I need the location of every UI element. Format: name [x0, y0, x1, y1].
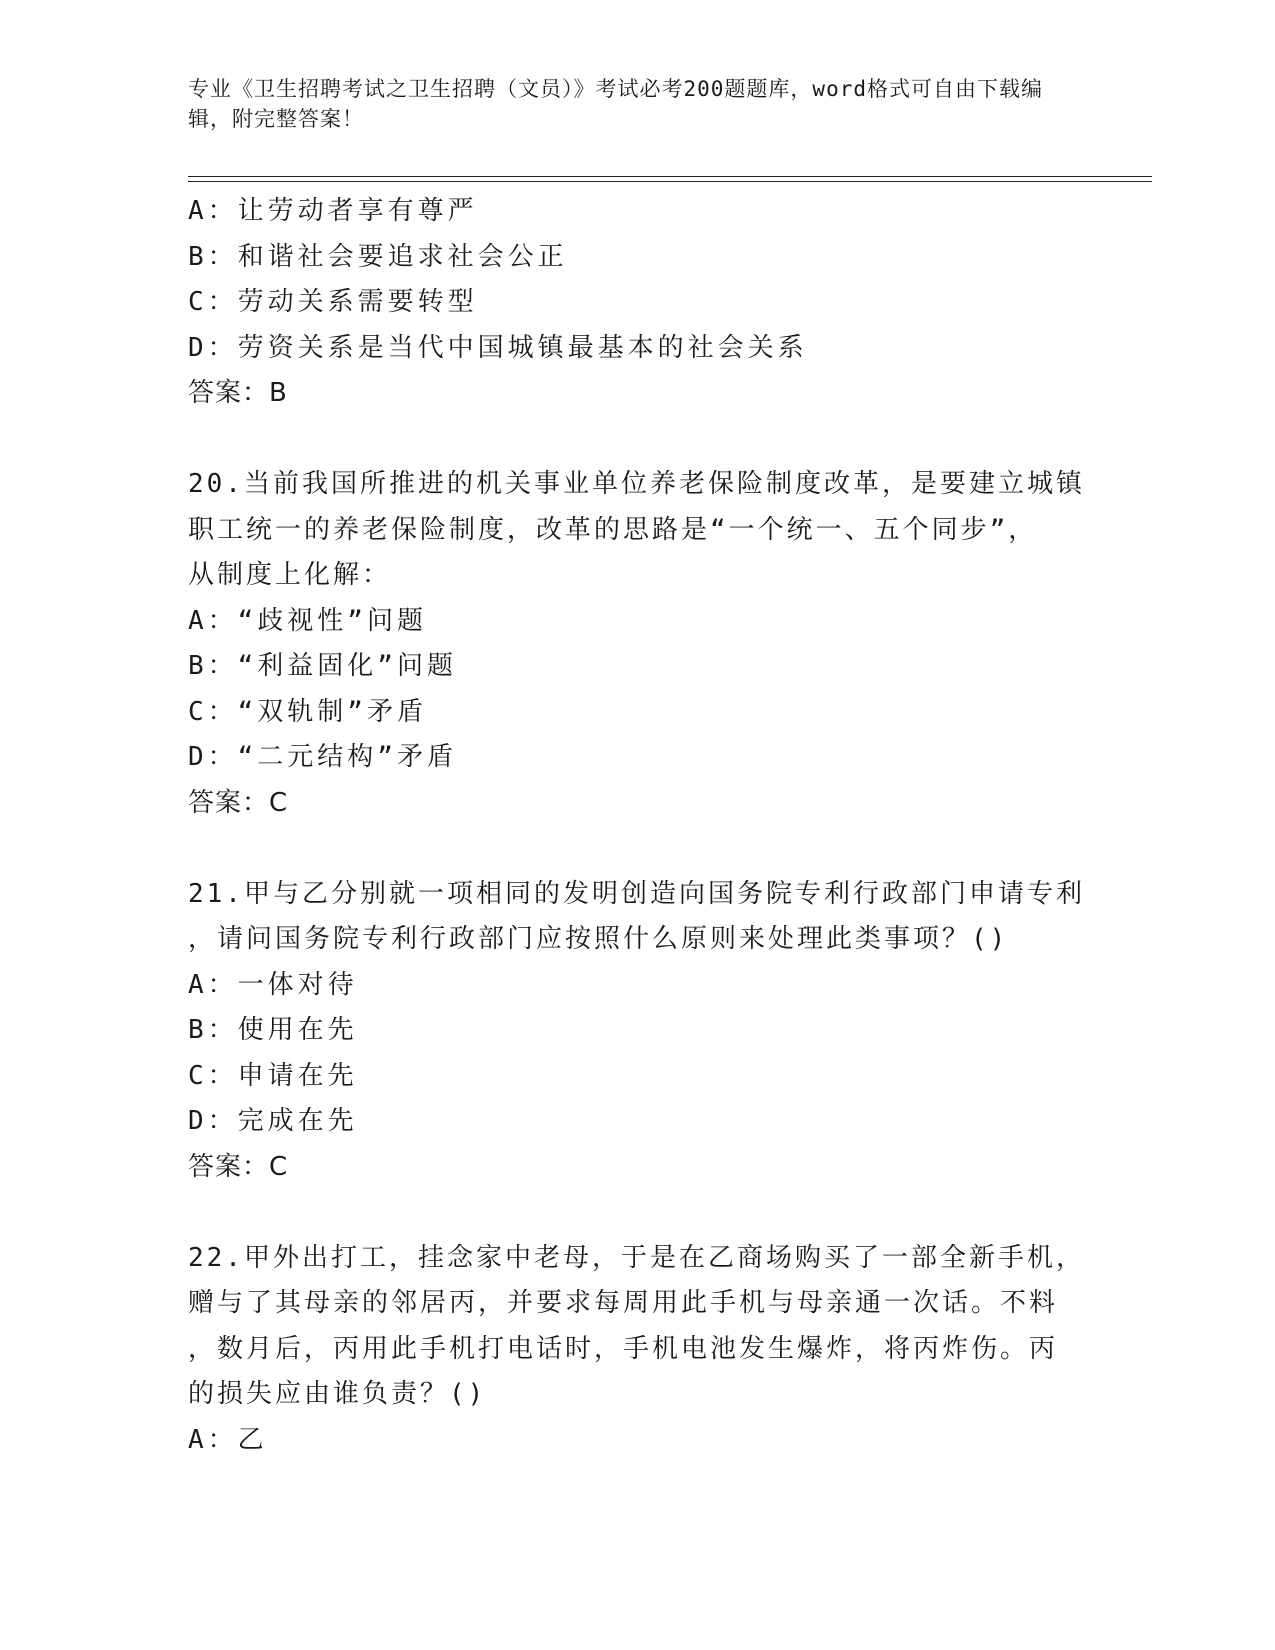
question-19	[188, 189, 1088, 417]
question-list	[188, 189, 1088, 1463]
option-d: D：“二元结构”矛盾	[188, 742, 457, 772]
spacer	[188, 826, 1088, 872]
answer: 答案：C	[188, 787, 289, 818]
question-text-line: 从制度上化解：	[188, 560, 392, 590]
option-a: A：让劳动者享有尊严	[188, 196, 478, 226]
spacer	[188, 417, 1088, 463]
answer: 答案：B	[188, 378, 288, 408]
question-22	[188, 1236, 1088, 1464]
document-header: 专业《卫生招聘考试之卫生招聘（文员）》考试必考200题题库，word格式可自由下载编辑，附完整答案！	[188, 77, 1043, 131]
question-text-line: 22.甲外出打工，挂念家中老母，于是在乙商场购买了一部全新手机，	[188, 1242, 1085, 1273]
question-text-line: 20.当前我国所推进的机关事业单位养老保险制度改革，是要建立城镇	[188, 469, 1085, 499]
question-text-line: 赠与了其母亲的邻居丙，并要求每周用此手机与母亲通一次话。不料	[188, 1288, 1059, 1318]
option-b: B：“利益固化”问题	[188, 651, 457, 681]
spacer	[188, 1190, 1088, 1236]
option-b: B：和谐社会要追求社会公正	[188, 241, 568, 272]
header-rule-top	[188, 176, 1152, 177]
question-text-line: 的损失应由谁负责？()	[188, 1379, 487, 1409]
answer: 答案：C	[188, 1151, 289, 1182]
option-b: B：使用在先	[188, 1015, 358, 1045]
question-text-line: ，数月后，丙用此手机打电话时，手机电池发生爆炸，将丙炸伤。丙	[188, 1333, 1059, 1364]
question-21	[188, 872, 1088, 1191]
option-c: C：“双轨制”矛盾	[188, 696, 427, 727]
option-d: D：完成在先	[188, 1106, 358, 1136]
question-text-line: ，请问国务院专利行政部门应按照什么原则来处理此类事项？()	[188, 924, 1009, 954]
option-d: D：劳资关系是当代中国城镇最基本的社会关系	[188, 332, 808, 363]
option-c: C：申请在先	[188, 1060, 358, 1091]
option-a: A：乙	[188, 1424, 268, 1455]
option-a: A：一体对待	[188, 969, 358, 1000]
option-c: C：劳动关系需要转型	[188, 287, 478, 317]
question-text-line: 职工统一的养老保险制度，改革的思路是“一个统一、五个同步”，	[188, 514, 1038, 545]
header-rule-bottom	[188, 181, 1152, 182]
question-20	[188, 462, 1088, 826]
option-a: A：“歧视性”问题	[188, 605, 427, 636]
question-text-line: 21.甲与乙分别就一项相同的发明创造向国务院专利行政部门申请专利	[188, 878, 1085, 909]
